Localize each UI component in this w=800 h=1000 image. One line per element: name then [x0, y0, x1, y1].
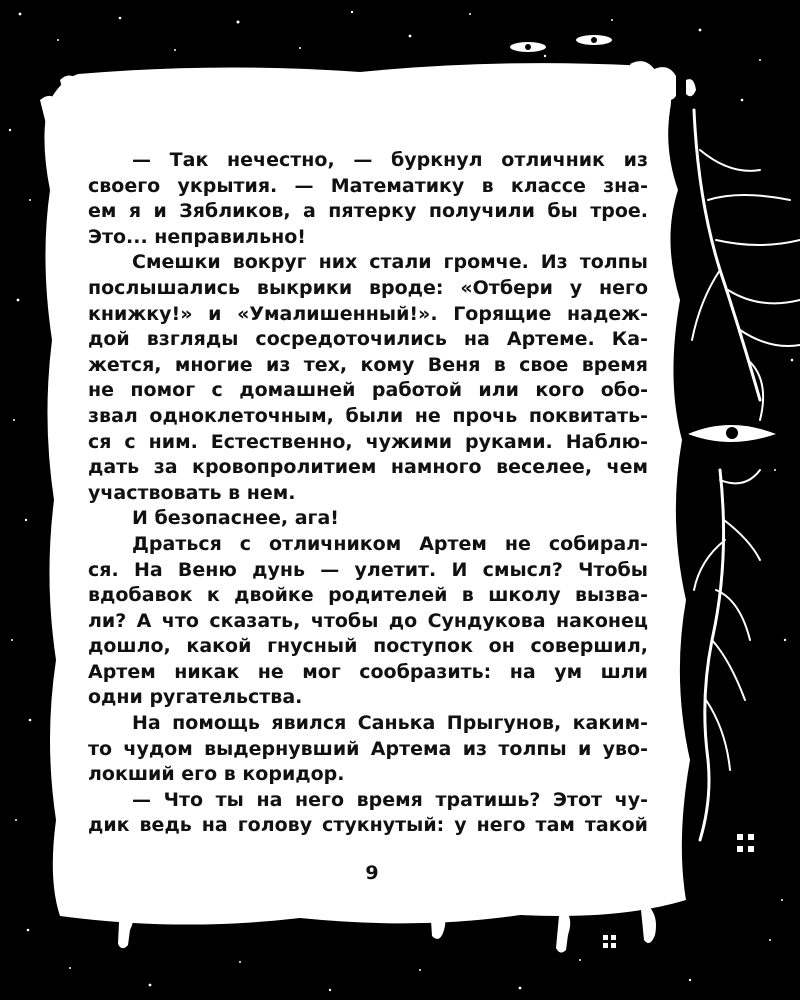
text-line: дик ведь на голову стукнутый: у него там такой	[88, 814, 648, 837]
text-line: вдобавок к двойке родителей в школу вызва-	[88, 584, 648, 607]
text-line: дой взгляды сосредоточились на Артеме. Ка-	[88, 328, 648, 351]
text-line: то чудом выдернувший Артема из толпы и уво-	[88, 737, 648, 760]
text-line: ся с ним. Естественно, чужими руками. Наблю-	[88, 430, 648, 453]
text-line: послышались выкрики вроде: «Отбери у него	[88, 276, 648, 299]
text-line: дать за кровопролитием намного веселее, чем	[88, 456, 648, 479]
text-line: своего укрытия. — Математику в классе зна-	[88, 174, 648, 197]
text-line: На помощь явился Санька Прыгунов, каким-	[132, 712, 648, 735]
page-number: 9	[365, 862, 379, 884]
text-line: локший его в коридор.	[88, 763, 345, 786]
text-line: Артем никак не мог сообразить: на ум шли	[88, 660, 648, 683]
text-line: Это... неправильно!	[88, 225, 306, 248]
text-line: Драться с отличником Артем не собирал-	[132, 532, 648, 555]
text-line: ся. На Веню дунь — улетит. И смысл? Чтобы	[88, 558, 648, 581]
text-line: дошло, какой гнусный поступок он совершил,	[88, 635, 648, 658]
body-text	[88, 148, 648, 839]
text-line: — Что ты на него время тратишь? Этот чу-	[132, 788, 648, 811]
text-line: участвовать в нем.	[88, 481, 296, 504]
text-line: одни ругательства.	[88, 686, 303, 709]
text-line: Смешки вокруг них стали громче. Из толпы	[132, 251, 648, 274]
text-line: ем я и Зябликов, а пятерку получили бы трое.	[88, 200, 648, 223]
text-line: книжку!» и «Умалишенный!». Горящие надеж-	[88, 302, 648, 325]
text-line: И безопаснее, ага!	[132, 507, 339, 530]
text-line: — Так нечестно, — буркнул отличник из	[132, 149, 648, 171]
text-line: ли? А что сказать, чтобы до Сундукова наконец	[88, 609, 648, 632]
text-line: не помог с домашней работой или кого обо-	[88, 379, 648, 402]
text-line: жется, многие из тех, кому Веня в свое время	[88, 353, 648, 376]
text-line: звал одноклеточным, были не прочь поквитать-	[88, 404, 648, 427]
